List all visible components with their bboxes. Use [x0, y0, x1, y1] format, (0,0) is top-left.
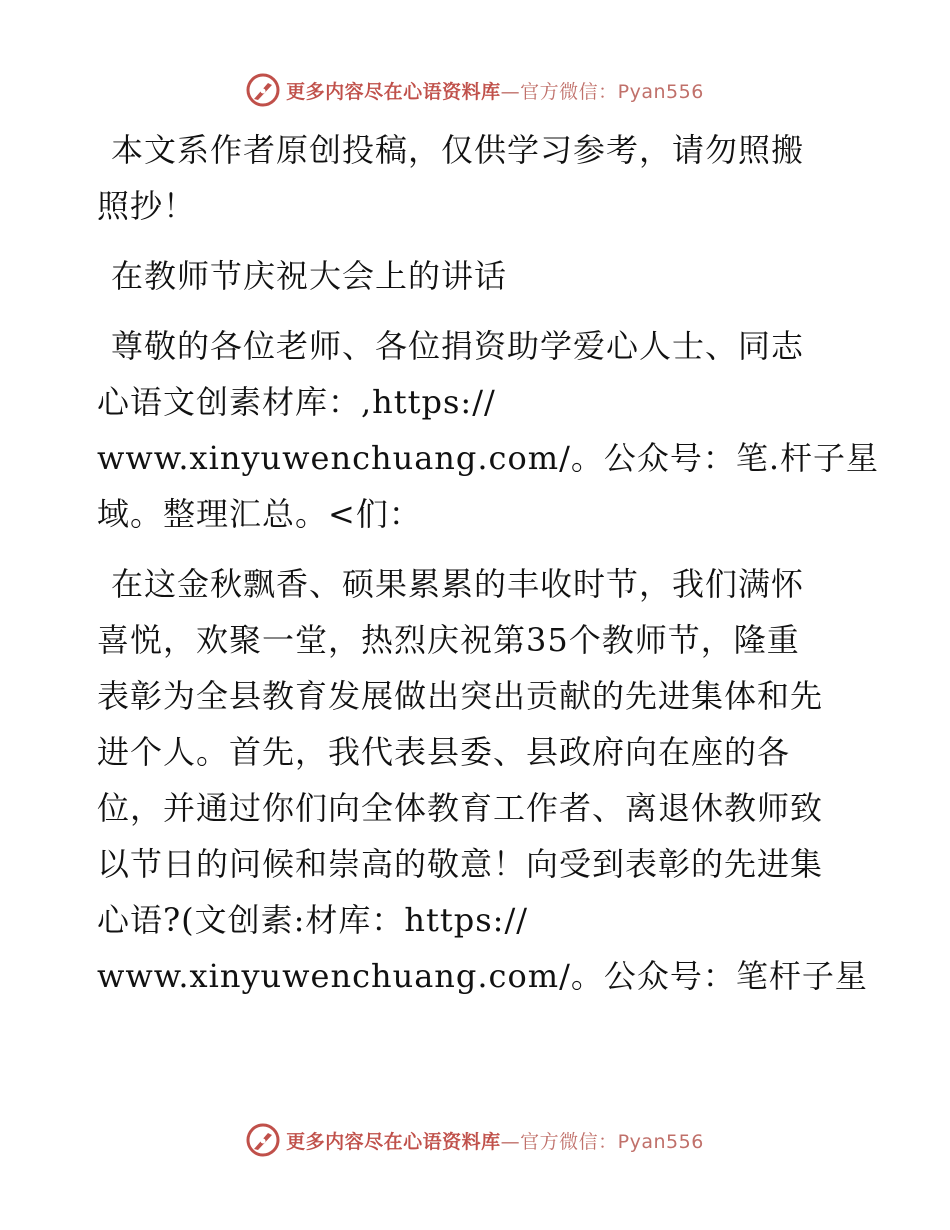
text-span: 位，并通过你们向全体教育工作者、离退休教师致	[97, 789, 824, 827]
text-line	[97, 556, 857, 612]
quill-pen-logo-icon	[246, 73, 280, 107]
footer-banner-text	[286, 1127, 704, 1154]
text-line	[97, 318, 857, 374]
header-banner-main: 更多内容尽在心语资料库	[286, 80, 501, 103]
footer-banner-wechat: 官方微信：Pyan556	[520, 1130, 704, 1153]
text-span: 喜悦，欢聚一堂，热烈庆祝第35个教师节，隆重	[97, 621, 800, 659]
text-line	[97, 248, 857, 304]
text-line	[97, 892, 857, 948]
text-line	[97, 724, 857, 780]
text-line	[97, 836, 857, 892]
text-line	[97, 178, 857, 234]
text-span: 域。整理汇总。<们：	[97, 495, 422, 533]
text-span: 尊敬的各位老师、各位捐资助学爱心人士、同志	[111, 327, 805, 365]
text-span: 在教师节庆祝大会上的讲话	[111, 257, 508, 295]
text-span: www.xinyuwenchuang.com/。公众号：笔.杆子星	[97, 439, 880, 477]
paragraph-body	[97, 556, 868, 1004]
document-body	[97, 122, 880, 1018]
paragraph-title	[97, 248, 857, 304]
header-banner-wechat: 官方微信：Pyan556	[520, 80, 704, 103]
footer-banner-sep: —	[500, 1130, 521, 1153]
text-span: 照抄！	[97, 187, 197, 225]
text-span: 心语?(文创素:材库：https://	[97, 901, 529, 939]
footer-banner-inner	[246, 1123, 704, 1157]
paragraph-disclaimer	[97, 122, 857, 234]
footer-banner	[0, 1122, 950, 1158]
text-span: 在这金秋飘香、硕果累累的丰收时节，我们满怀	[111, 565, 805, 603]
text-span: 以节日的问候和崇高的敬意！向受到表彰的先进集	[97, 845, 824, 883]
text-line	[97, 486, 857, 542]
text-line	[97, 612, 857, 668]
header-banner	[0, 72, 950, 108]
text-span: www.xinyuwenchuang.com/。公众号：笔杆子星	[97, 957, 868, 995]
text-line	[97, 430, 880, 486]
text-line	[97, 374, 857, 430]
quill-pen-logo-icon	[246, 1123, 280, 1157]
text-span: 心语文创素材库：,https://	[97, 383, 496, 421]
header-banner-text	[286, 77, 704, 104]
header-banner-inner	[246, 73, 704, 107]
text-line	[97, 668, 857, 724]
text-span: 本文系作者原创投稿，仅供学习参考，请勿照搬	[111, 131, 805, 169]
text-line	[97, 780, 857, 836]
text-line	[97, 122, 857, 178]
text-span: 表彰为全县教育发展做出突出贡献的先进集体和先	[97, 677, 824, 715]
paragraph-salutation	[97, 318, 880, 542]
text-line	[97, 948, 868, 1004]
header-banner-sep: —	[500, 80, 521, 103]
text-span: 进个人。首先，我代表县委、县政府向在座的各	[97, 733, 791, 771]
footer-banner-main: 更多内容尽在心语资料库	[286, 1130, 501, 1153]
